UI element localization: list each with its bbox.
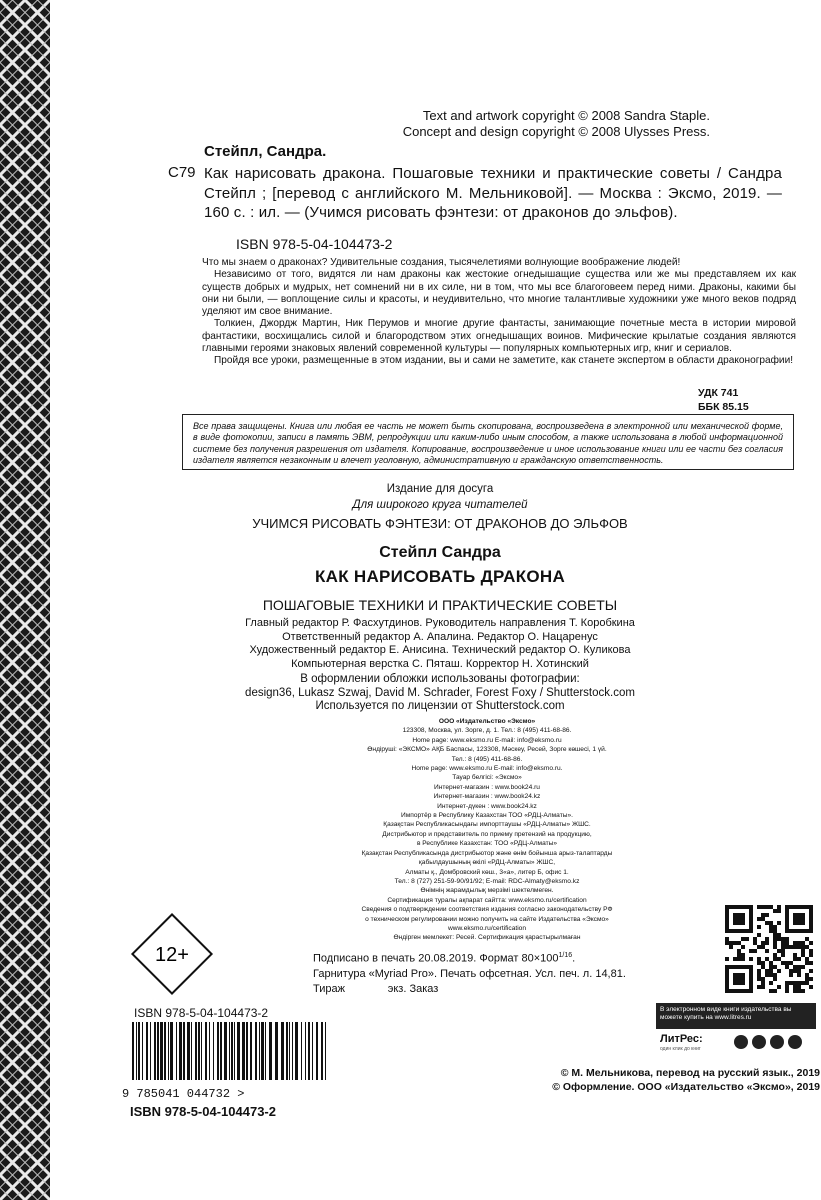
qr-module xyxy=(805,945,809,949)
qr-module xyxy=(773,929,777,933)
publisher-line: Home page: www.eksmo.ru E-mail: info@eksmo.ru. xyxy=(411,765,563,773)
qr-module xyxy=(773,953,777,957)
age-rating-badge xyxy=(128,910,216,998)
print-run: Тираж экз. Заказ xyxy=(313,982,439,995)
qr-module xyxy=(809,969,813,973)
barcode-bar xyxy=(132,1022,134,1080)
bbk-code: ББК 85.15 xyxy=(698,401,749,413)
qr-module xyxy=(737,949,741,953)
qr-module xyxy=(797,969,801,973)
qr-module xyxy=(777,949,781,953)
qr-module xyxy=(773,937,777,941)
publisher-line: о техническом регулировании можно получить на сайте Издательства «Эксмо» xyxy=(365,915,609,923)
litres-tagline: один клик до книг xyxy=(660,1046,701,1052)
barcode-bar xyxy=(269,1022,272,1080)
barcode-bar xyxy=(255,1022,257,1080)
decorative-border-pattern xyxy=(0,0,50,1200)
qr-module xyxy=(781,949,785,953)
qr-module xyxy=(793,985,797,989)
barcode-bar xyxy=(201,1022,202,1080)
photo-credit-line: В оформлении обложки использованы фотографии: xyxy=(300,673,580,685)
publisher-line: Home page: www.eksmo.ru E-mail: info@eksmo.ru xyxy=(412,736,562,744)
qr-module xyxy=(769,925,773,929)
publisher-line: Импортёр в Республику Казахстан ТОО «РДЦ-Алматы». xyxy=(401,812,573,820)
qr-module xyxy=(761,965,765,969)
qr-module xyxy=(801,981,805,985)
barcode-digits: 9 785041 044732 > xyxy=(122,1087,245,1101)
qr-module xyxy=(797,989,801,993)
barcode-bar xyxy=(209,1022,210,1080)
qr-module xyxy=(797,941,801,945)
apple-icon xyxy=(734,1035,748,1049)
qr-module xyxy=(757,977,761,981)
qr-module xyxy=(781,953,785,957)
qr-module xyxy=(753,941,757,945)
litres-logo: ЛитРес: xyxy=(660,1033,703,1045)
qr-module xyxy=(777,985,781,989)
barcode-bar xyxy=(191,1022,192,1080)
qr-module xyxy=(773,909,777,913)
publisher-line: ООО «Издательство «Эксмо» xyxy=(438,718,536,725)
qr-module xyxy=(785,965,789,969)
catalog-code: С79 xyxy=(168,164,196,181)
russian-copyright: © М. Мельникова, перевод на русский язык., 2019 © Оформление. ООО «Издательство «Эксмо», 2019 xyxy=(552,1067,820,1093)
rights-notice-box: Все права защищены. Книга или любая ее часть не может быть скопирована, воспроизведена в электронной или механической форме, в виде фотокопии, записи в память ЭВМ, репродукции или каким-либо иным способом, а также использована в любой информационной системе без получения разрешения от издателя. Копирование, воспроизведение и иное использование книги или ее части без согласия издателя является незаконным и влечет уголовную, административную и гражданскую ответственность. xyxy=(182,414,794,470)
qr-module xyxy=(797,957,801,961)
barcode-bar xyxy=(183,1022,185,1080)
qr-module xyxy=(769,989,773,993)
photo-credit-line: design36, Lukasz Szwaj, David M. Schrader, Forest Foxy / Shutterstock.com xyxy=(245,686,635,699)
barcode-bar xyxy=(229,1022,230,1080)
qr-module xyxy=(741,957,745,961)
publisher-info xyxy=(292,717,682,943)
publisher-line: Сертификация туралы ақпарат сайтта: www.eksmo.ru/certification xyxy=(387,896,587,904)
barcode-bar xyxy=(231,1022,233,1080)
qr-module xyxy=(777,921,781,925)
staff-line: Компьютерная верстка С. Пяташ. Корректор Н. Хотинский xyxy=(291,657,589,670)
annotation-paragraph: Что мы знаем о драконах? Удивительные создания, тысячелетиями волнующие воображение людей! xyxy=(202,257,681,268)
qr-module xyxy=(781,945,785,949)
qr-module xyxy=(789,945,793,949)
publisher-line: Өндірген мемлекет: Ресей. Сертификация қарастырылмаған xyxy=(393,934,581,942)
publisher-line: Тауар белгісі: «Эксмо» xyxy=(452,774,522,782)
qr-module xyxy=(773,957,777,961)
barcode-isbn-bottom: ISBN 978-5-04-104473-2 xyxy=(130,1104,276,1119)
catalog-description: Как нарисовать дракона. Пошаговые техники и практические советы / Сандра Стейпл ; [перевод с английского М. Мельниковой]. — Москва : Эксмо, 2019. — 160 с. : ил. — (Учимся рисовать фэнтези: от драконов до эльфов). xyxy=(204,165,782,221)
barcode-bar xyxy=(308,1022,310,1080)
qr-module xyxy=(777,909,781,913)
qr-module xyxy=(769,973,773,977)
qr-module xyxy=(757,969,761,973)
qr-module xyxy=(765,937,769,941)
qr-module xyxy=(757,957,761,961)
publisher-line: Интернет-дүкен : www.book24.kz xyxy=(437,802,537,810)
qr-module xyxy=(773,941,777,945)
barcode-bar xyxy=(142,1022,143,1080)
qr-module xyxy=(773,977,777,981)
qr-module xyxy=(765,941,769,945)
publisher-line: Интернет-магазин : www.book24.kz xyxy=(433,793,541,801)
audience: Для широкого круга читателей xyxy=(352,499,528,511)
staff-line: Художественный редактор Е. Анисина. Технический редактор О. Куликова xyxy=(249,644,631,656)
qr-module xyxy=(725,941,729,945)
qr-module xyxy=(765,913,769,917)
qr-module xyxy=(741,953,745,957)
qr-module xyxy=(761,905,765,909)
barcode-bar xyxy=(220,1022,222,1080)
qr-module xyxy=(757,985,761,989)
qr-module xyxy=(725,957,729,961)
barcode-bar xyxy=(242,1022,245,1080)
qr-module xyxy=(789,961,793,965)
udk-code: УДК 741 xyxy=(698,387,739,399)
qr-module xyxy=(761,945,765,949)
qr-module xyxy=(757,905,761,909)
barcode-bar xyxy=(234,1022,235,1080)
qr-module xyxy=(797,985,801,989)
barcode-bar xyxy=(312,1022,313,1080)
qr-module xyxy=(785,937,789,941)
qr-module xyxy=(809,985,813,989)
qr-module xyxy=(757,917,761,921)
publisher-line: Дистрибьютор и представитель по приему претензий на продукцию, xyxy=(382,830,592,838)
qr-module xyxy=(769,969,773,973)
barcode-bar xyxy=(146,1022,148,1080)
qr-module xyxy=(769,921,773,925)
edition-type: Издание для досуга xyxy=(386,483,494,495)
qr-module xyxy=(801,989,805,993)
qr-module xyxy=(761,961,765,965)
barcode-bar xyxy=(259,1022,260,1080)
barcode-bar xyxy=(138,1022,140,1080)
qr-module xyxy=(761,981,765,985)
annotation-paragraph: Независимо от того, видятся ли нам драконы как жестокие огнедышащие существа или же мы представляем их как существ добрых и мудрых, нет сомнений ни в их силе, ни в том, что мы все благоговеем перед ними. Драконы, какими бы они ни были, — воплощение силы и красоты, и неудивительно, что многие талантливые художники уже много веков подряд уделяют им свое внимание. xyxy=(202,269,796,318)
barcode-bar xyxy=(281,1022,284,1080)
qr-module xyxy=(729,945,733,949)
barcode-bar xyxy=(136,1022,137,1080)
qr-module xyxy=(781,941,785,945)
qr-module xyxy=(809,941,813,945)
qr-module xyxy=(773,965,777,969)
publisher-line: қабылдаушының өкілі «РДЦ-Алматы» ЖШС, xyxy=(418,859,556,867)
barcode-bar xyxy=(237,1022,240,1080)
qr-module xyxy=(801,945,805,949)
qr-module xyxy=(793,945,797,949)
barcode-bar xyxy=(224,1022,227,1080)
barcode-bar xyxy=(164,1022,166,1080)
qr-module xyxy=(741,937,745,941)
qr-module xyxy=(757,933,761,937)
barcode-bar xyxy=(198,1022,200,1080)
annotation xyxy=(202,257,796,368)
barcode-bar xyxy=(246,1022,248,1080)
photo-credit-line: Используется по лицензии от Shutterstock.com xyxy=(315,700,565,712)
qr-module xyxy=(785,961,789,965)
qr-module xyxy=(773,925,777,929)
qr-module xyxy=(773,989,777,993)
print-info xyxy=(313,948,626,997)
qr-module xyxy=(765,969,769,973)
qr-module xyxy=(805,937,809,941)
english-copyright: Text and artwork copyright © 2008 Sandra Staple. Concept and design copyright © 2008 Ulysses Press. xyxy=(402,108,710,139)
qr-module xyxy=(809,961,813,965)
staff-line: Ответственный редактор А. Апалина. Редактор О. Нацаренус xyxy=(282,630,598,643)
qr-finder xyxy=(733,973,745,985)
qr-module xyxy=(801,965,805,969)
book-title: КАК НАРИСОВАТЬ ДРАКОНА xyxy=(314,567,566,586)
qr-module xyxy=(757,945,761,949)
qr-module xyxy=(769,929,773,933)
barcode-bar xyxy=(305,1022,306,1080)
qr-module xyxy=(761,977,765,981)
qr-module xyxy=(793,941,797,945)
qr-module xyxy=(777,933,781,937)
publisher-line: Өнімнің жарамдылық мерзімі шектелмеген. xyxy=(420,887,554,895)
qr-module xyxy=(785,941,789,945)
catalog-isbn: ISBN 978-5-04-104473-2 xyxy=(236,236,393,252)
barcode-bar xyxy=(325,1022,326,1080)
qr-module xyxy=(809,977,813,981)
barcode-bar xyxy=(154,1022,156,1080)
barcode-bar xyxy=(261,1022,264,1080)
qr-finder xyxy=(733,913,745,925)
qr-module xyxy=(785,981,789,985)
barcode-bar xyxy=(195,1022,197,1080)
qr-module xyxy=(805,957,809,961)
windows-icon xyxy=(788,1035,802,1049)
qr-module xyxy=(801,949,805,953)
chrome-icon xyxy=(770,1035,784,1049)
qr-module xyxy=(793,957,797,961)
series-title: УЧИМСЯ РИСОВАТЬ ФЭНТЕЗИ: ОТ ДРАКОНОВ ДО ЭЛЬФОВ xyxy=(252,516,628,531)
qr-module xyxy=(737,953,741,957)
barcode-isbn-top: ISBN 978-5-04-104473-2 xyxy=(134,1006,269,1020)
barcode-bar xyxy=(301,1022,302,1080)
litres-banner: В электронном виде книги издательства вы можете купить на www.litres.ru xyxy=(656,1003,816,1029)
qr-module xyxy=(809,949,813,953)
barcode-bar xyxy=(289,1022,290,1080)
barcode-bar xyxy=(295,1022,298,1080)
qr-module xyxy=(733,941,737,945)
qr-module xyxy=(769,961,773,965)
annotation-paragraph: Пройдя все уроки, размещенные в этом издании, вы и сами не заметите, как станете экспертом в области драконографии! xyxy=(214,355,794,367)
qr-module xyxy=(801,941,805,945)
barcode-bar xyxy=(187,1022,190,1080)
qr-module xyxy=(777,969,781,973)
qr-module xyxy=(757,925,761,929)
qr-module xyxy=(789,973,793,977)
qr-module xyxy=(805,961,809,965)
qr-module xyxy=(793,989,797,993)
qr-module xyxy=(761,985,765,989)
qr-module xyxy=(769,981,773,985)
qr-module xyxy=(793,981,797,985)
publisher-line: в Республике Казахстан: ТОО «РДЦ-Алматы» xyxy=(416,840,558,848)
publisher-line: Қазақстан Республикасында дистрибьютор және өнім бойынша арыз-талаптарды xyxy=(361,849,613,857)
barcode-bar xyxy=(217,1022,219,1080)
qr-module xyxy=(793,965,797,969)
qr-module xyxy=(805,981,809,985)
qr-module xyxy=(725,937,729,941)
qr-module xyxy=(765,949,769,953)
qr-module xyxy=(737,941,741,945)
qr-module xyxy=(753,937,757,941)
book-subtitle: ПОШАГОВЫЕ ТЕХНИКИ И ПРАКТИЧЕСКИЕ СОВЕТЫ xyxy=(262,597,618,613)
qr-module xyxy=(797,945,801,949)
qr-module xyxy=(793,969,797,973)
qr-module xyxy=(785,945,789,949)
book-author: Стейпл Сандра xyxy=(379,544,501,561)
qr-module xyxy=(777,937,781,941)
qr-module xyxy=(729,941,733,945)
barcode-bar xyxy=(168,1022,169,1080)
qr-module xyxy=(761,941,765,945)
barcode-bar xyxy=(292,1022,293,1080)
qr-module xyxy=(781,937,785,941)
qr-finder xyxy=(793,913,805,925)
qr-module xyxy=(757,961,761,965)
qr-module xyxy=(785,989,789,993)
publisher-line: Сведения о подтверждении соответствия издания согласно законодательству РФ xyxy=(361,906,613,914)
qr-module xyxy=(793,953,797,957)
barcode-bar xyxy=(205,1022,207,1080)
barcode-bar xyxy=(176,1022,177,1080)
qr-module xyxy=(773,945,777,949)
catalog-author-heading: Стейпл, Сандра. xyxy=(204,143,327,160)
print-typeface: Гарнитура «Myriad Pro». Печать офсетная. Усл. печ. л. 14,81. xyxy=(313,967,626,980)
barcode-bar xyxy=(316,1022,318,1080)
qr-module xyxy=(777,957,781,961)
qr-module xyxy=(745,937,749,941)
publisher-line: Өндіруші: «ЭКСМО» АҚБ Баспасы, 123308, Мәскеу, Ресей, Зорге көшесі, 1 үй. xyxy=(367,746,607,754)
publisher-line: Қазақстан Республикасындағы импорттаушы «РДЦ-Алматы» ЖШС. xyxy=(383,821,591,829)
publisher-line: Алматы қ., Домбровский көш., 3«а», литер Б, офис 1. xyxy=(405,868,569,876)
barcode-image xyxy=(120,1020,340,1082)
qr-module xyxy=(765,905,769,909)
photo-credits xyxy=(70,673,810,714)
qr-module xyxy=(785,985,789,989)
android-icon xyxy=(752,1035,766,1049)
qr-module xyxy=(789,981,793,985)
barcode-bar xyxy=(265,1022,266,1080)
qr-module xyxy=(753,949,757,953)
qr-module xyxy=(809,953,813,957)
age-rating-text: 12+ xyxy=(155,944,189,966)
qr-module xyxy=(757,973,761,977)
qr-module xyxy=(801,953,805,957)
qr-module xyxy=(765,973,769,977)
editorial-staff xyxy=(70,617,810,671)
publisher-line: www.eksmo.ru/certification xyxy=(447,924,527,932)
qr-module xyxy=(797,981,801,985)
colophon-page xyxy=(70,0,820,1200)
qr-module xyxy=(789,969,793,973)
publisher-line: Тел.: 8 (495) 411-68-86. xyxy=(451,755,523,763)
print-signed: Подписано в печать 20.08.2019. Формат $80\times 100^{1/16}$. xyxy=(313,952,576,965)
qr-module xyxy=(797,965,801,969)
barcode-bar xyxy=(160,1022,163,1080)
qr-module xyxy=(805,977,809,981)
qr-module xyxy=(749,949,753,953)
qr-module xyxy=(797,973,801,977)
platform-icons xyxy=(734,1035,806,1054)
barcode-bar xyxy=(179,1022,182,1080)
qr-module xyxy=(773,973,777,977)
qr-module xyxy=(769,965,773,969)
barcode-bar xyxy=(213,1022,214,1080)
qr-code xyxy=(725,905,813,993)
publisher-line: Тел.: 8 (727) 251-59-90/91/92; E-mail: RDC-Almaty@eksmo.kz xyxy=(394,877,580,885)
publisher-line: 123308, Москва, ул. Зорге, д. 1. Тел.: 8 (495) 411-68-86. xyxy=(402,727,572,735)
qr-module xyxy=(765,921,769,925)
staff-line: Главный редактор Р. Фасхутдинов. Руководитель направления Т. Коробкина xyxy=(245,617,635,629)
qr-module xyxy=(741,945,745,949)
qr-module xyxy=(777,905,781,909)
publisher-line: Интернет-магазин : www.book24.ru xyxy=(434,783,540,791)
classification-codes xyxy=(698,386,749,414)
barcode-bar xyxy=(275,1022,278,1080)
barcode-bar xyxy=(170,1022,173,1080)
qr-module xyxy=(737,957,741,961)
barcode-bar xyxy=(157,1022,159,1080)
barcode-block xyxy=(120,1006,360,1119)
qr-module xyxy=(761,917,765,921)
qr-module xyxy=(733,957,737,961)
qr-module xyxy=(805,973,809,977)
qr-module xyxy=(749,957,753,961)
qr-module xyxy=(765,957,769,961)
barcode-bar xyxy=(286,1022,288,1080)
annotation-paragraph: Толкиен, Джордж Мартин, Ник Перумов и многие другие фантасты, занимающие почетные места в истории мировой фантастики, восхищались силой и благородством этих огнедышащих воинов. Мифические крылатые создания являются главными героями знаковых явлений современной культуры — популярных компьютерных игр, книг и сериалов. xyxy=(202,318,796,355)
qr-module xyxy=(761,913,765,917)
qr-module xyxy=(773,933,777,937)
qr-module xyxy=(769,905,773,909)
qr-module xyxy=(781,961,785,965)
barcode-bar xyxy=(321,1022,323,1080)
barcode-bar xyxy=(150,1022,151,1080)
barcode-bar xyxy=(250,1022,252,1080)
